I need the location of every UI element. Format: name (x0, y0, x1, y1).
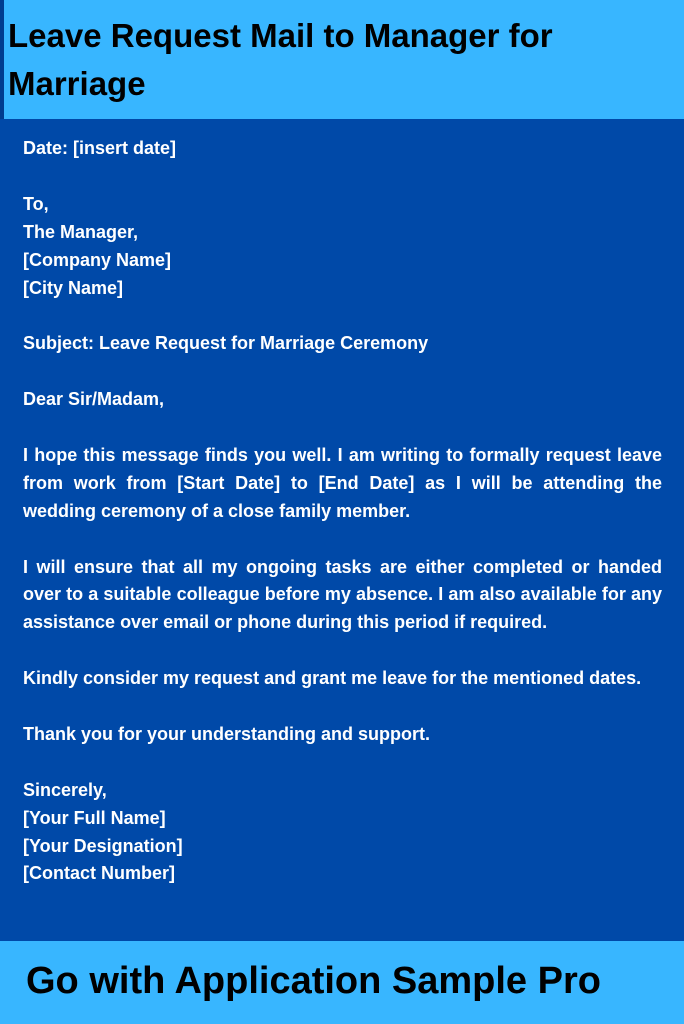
body-paragraph-handover: I will ensure that all my ongoing tasks are either completed or handed over to a suitable colleague before my absence. I am also available for any assistance over email or phone during this period if required. (23, 556, 662, 633)
footer-text: Go with Application Sample Pro (26, 960, 601, 1002)
subject-line: Subject: Leave Request for Marriage Ceremony (23, 333, 429, 354)
closing-name: [Your Full Name] (23, 807, 166, 828)
spacer (23, 358, 662, 386)
body-paragraph-thanks: Thank you for your understanding and support. (23, 723, 431, 744)
recipient-city: [City Name] (23, 277, 124, 298)
recipient-title: The Manager, (23, 221, 139, 242)
spacer (23, 693, 662, 721)
spacer (23, 749, 662, 777)
spacer (23, 414, 662, 442)
body-paragraph-intro: I hope this message finds you well. I am writing to formally request leave from work from [Start Date] to [End Date] as I will be attending the wedding ceremony of a close family member. (23, 444, 662, 521)
footer-banner (0, 941, 684, 1024)
recipient-to: To, (23, 193, 49, 214)
body-paragraph-request: Kindly consider my request and grant me leave for the mentioned dates. (23, 668, 642, 689)
letter-body (23, 135, 662, 888)
closing-designation: [Your Designation] (23, 835, 183, 856)
header-banner (0, 0, 684, 119)
spacer (23, 302, 662, 330)
closing-contact: [Contact Number] (23, 863, 175, 884)
salutation: Dear Sir/Madam, (23, 389, 165, 410)
spacer (23, 526, 662, 554)
spacer (23, 163, 662, 191)
date-line: Date: [insert date] (23, 138, 177, 158)
spacer (23, 637, 662, 665)
closing-sign-off: Sincerely, (23, 779, 107, 800)
recipient-company: [Company Name] (23, 249, 172, 270)
page-title: Leave Request Mail to Manager for Marriage (8, 17, 553, 102)
